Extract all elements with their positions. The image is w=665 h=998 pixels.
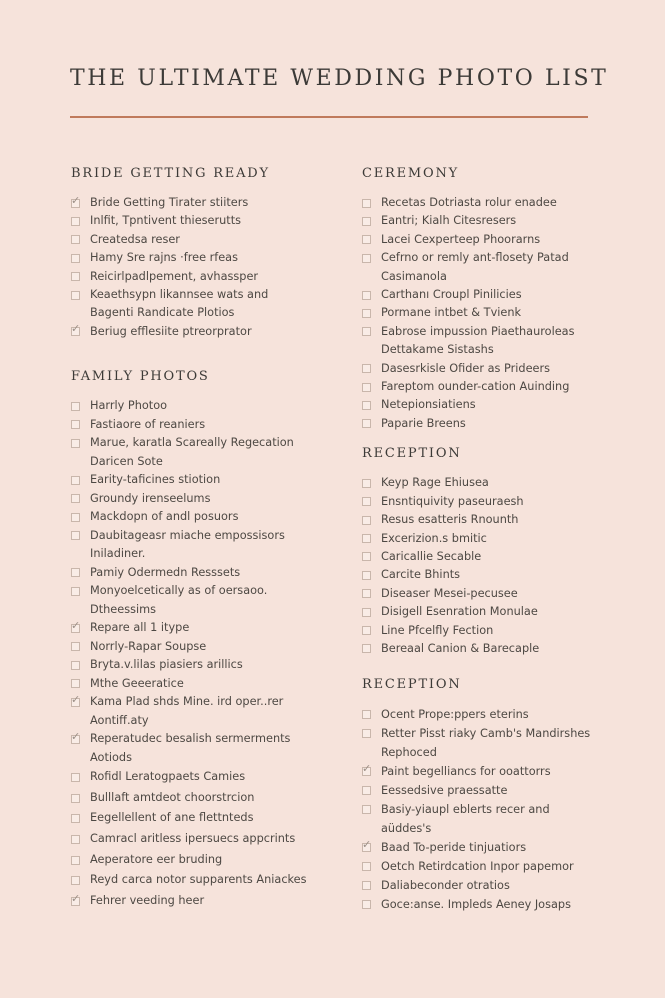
checklist-item-label: Harrly Photoo — [90, 399, 168, 413]
checklist-item-label: Camracl aritless ipersuecs appcrints — [90, 832, 296, 846]
checklist-family — [71, 397, 341, 911]
checklist-item-label: Cefrno or remly ant-flosety Patad Casimanola — [381, 251, 569, 283]
checkbox[interactable] — [362, 254, 371, 263]
checklist-item-label: Fastiaore of reaniers — [90, 417, 206, 431]
checklist-item — [71, 619, 341, 638]
checklist-item — [71, 767, 341, 788]
checklist-item-label: Ocent Prope:ppers eterins — [381, 708, 529, 722]
checklist-item — [362, 396, 632, 414]
checklist-item — [362, 548, 632, 566]
checklist-item-label: Paint begelliancs for ooattorrs — [381, 765, 551, 779]
checklist-item — [71, 471, 341, 490]
checklist-item-label: Monyoelcetically as of oersaoo. Dtheessims — [90, 584, 268, 616]
checkbox[interactable] — [71, 420, 80, 429]
checklist-reception — [362, 474, 632, 658]
checklist-item-label: Retter Pisst riaky Camb's Mandirshes Rephoced — [381, 727, 591, 760]
checklist-item — [362, 566, 632, 584]
checklist-item-label: Rofidl Leratogpaets Camies — [90, 770, 246, 784]
checklist-item — [71, 268, 341, 286]
checkbox[interactable] — [71, 856, 80, 865]
checklist-item-label: Goce:anse. Impleds Aeney Josaps — [381, 898, 571, 912]
checklist-item — [362, 212, 632, 230]
checkbox[interactable] — [71, 476, 80, 485]
checkbox[interactable] — [362, 589, 371, 598]
checkbox[interactable] — [362, 235, 371, 244]
checklist-item — [71, 323, 341, 341]
checkbox[interactable] — [71, 642, 80, 651]
checked-checkbox[interactable] — [71, 199, 80, 208]
checklist-item-label: Keyp Rage Ehiusea — [381, 476, 489, 490]
checkbox[interactable] — [362, 881, 371, 890]
checkbox[interactable] — [362, 805, 371, 814]
checklist-item — [71, 730, 341, 767]
checklist-item-label: Daubitageasr miache empossisors Iniladiner. — [90, 528, 285, 561]
checkbox[interactable] — [362, 571, 371, 580]
checklist-item-label: Dasesrkisle Ofider as Prideers — [381, 361, 550, 375]
checklist-item — [362, 705, 632, 724]
checklist-item — [362, 838, 632, 857]
title-divider — [70, 116, 588, 118]
checkbox[interactable] — [71, 794, 80, 803]
checkbox[interactable] — [71, 217, 80, 226]
checklist-item — [71, 891, 341, 912]
checklist-item — [362, 622, 632, 640]
checklist-item-label: Carcite Bhints — [381, 568, 461, 582]
checklist-item-label: Eabrose impussion Piaethauroleas Dettakame Sistashs — [381, 324, 575, 357]
checklist-item — [362, 474, 632, 492]
checklist-item — [362, 762, 632, 781]
checkbox[interactable] — [362, 199, 371, 208]
checklist-item — [362, 585, 632, 603]
checkbox[interactable] — [71, 235, 80, 244]
checkbox[interactable] — [71, 661, 80, 670]
checklist-item-label: Mthe Geeeratice — [90, 676, 184, 690]
checklist-item-label: Earity-taficines stiotion — [90, 473, 221, 487]
checklist-item-label: Carthanı Croupl Pinilicies — [381, 288, 522, 302]
checked-checkbox[interactable] — [71, 897, 80, 906]
checkbox[interactable] — [71, 773, 80, 782]
checklist-item — [71, 656, 341, 675]
checklist-item-label: Ensntiquivity paseuraesh — [381, 494, 524, 508]
checkbox[interactable] — [71, 587, 80, 596]
checklist-item — [362, 194, 632, 212]
checklist-item-label: Norrly-Rapar Soupse — [90, 639, 207, 653]
checklist-item — [71, 286, 341, 323]
checked-checkbox[interactable] — [71, 624, 80, 633]
checklist-item — [362, 231, 632, 249]
checklist-item — [71, 194, 341, 212]
checkbox[interactable] — [362, 644, 371, 653]
checklist-item-label: Mackdopn of andl posuors — [90, 510, 239, 524]
checkbox[interactable] — [71, 513, 80, 522]
checkbox[interactable] — [362, 497, 371, 506]
checklist-item-label: Eegellellent of ane flettnteds — [90, 811, 254, 825]
checkbox[interactable] — [71, 531, 80, 540]
checkbox[interactable] — [362, 552, 371, 561]
checklist-item-label: Bulllaft amtdeot choorstrcion — [90, 790, 255, 804]
checkbox[interactable] — [71, 876, 80, 885]
checklist-item — [71, 231, 341, 249]
checklist-item-label: Lacei Cexperteep Phoorarns — [381, 232, 541, 246]
checklist-item — [362, 781, 632, 800]
checklist-ceremony — [362, 194, 632, 433]
checklist-item-label: Paparie Breens — [381, 416, 466, 430]
checkbox[interactable] — [362, 217, 371, 226]
checklist-item-label: Excerizion.s bmitic — [381, 531, 487, 545]
checked-checkbox[interactable] — [71, 327, 80, 336]
checklist-item — [362, 895, 632, 914]
checklist-item — [71, 212, 341, 230]
checklist-item — [362, 857, 632, 876]
checklist-item — [71, 416, 341, 435]
checklist-item — [362, 304, 632, 322]
checklist-item — [71, 434, 341, 471]
checkbox[interactable] — [71, 814, 80, 823]
checkbox[interactable] — [362, 608, 371, 617]
checklist-item-label: Oetch Retirdcation Inpor papemor — [381, 860, 574, 874]
checklist-item — [362, 323, 632, 360]
checklist-item — [362, 530, 632, 548]
checkbox[interactable] — [71, 254, 80, 263]
checklist-item — [362, 603, 632, 621]
checklist-item-label: Diseaser Mesei-pecusee — [381, 586, 518, 600]
checklist-item — [71, 582, 341, 619]
checked-checkbox[interactable] — [362, 843, 371, 852]
checklist-item-label: Createdsa reser — [90, 232, 180, 246]
checklist-item-label: Kama Plad shds Mine. ird oper..rer Aontiff.aty — [90, 695, 284, 727]
checklist-item-label: Inlfit, Tpntivent thieserutts — [90, 214, 242, 228]
section-heading-family: FAMILY PHOTOS — [71, 369, 210, 385]
checkbox[interactable] — [71, 568, 80, 577]
checklist-item — [71, 788, 341, 809]
checkbox[interactable] — [362, 479, 371, 488]
checklist-item-label: Marue, karatla Scareally Regecation Daricen Sote — [90, 436, 294, 468]
checklist-item-label: Daliabeconder otratios — [381, 879, 510, 893]
checklist-item — [362, 724, 632, 762]
checkbox[interactable] — [71, 272, 80, 281]
checkbox[interactable] — [362, 383, 371, 392]
checked-checkbox[interactable] — [71, 698, 80, 707]
checklist-item-label: Fareptom ounder-cation Auinding — [381, 380, 570, 394]
checklist-item — [362, 493, 632, 511]
checkbox[interactable] — [362, 291, 371, 300]
checkbox[interactable] — [362, 401, 371, 410]
checkbox[interactable] — [362, 786, 371, 795]
checklist-item — [71, 829, 341, 850]
section-heading-ceremony: CEREMONY — [362, 166, 460, 181]
checkbox[interactable] — [362, 729, 371, 738]
checklist-item-label: Eantri; Kialh Citesresers — [381, 214, 517, 228]
checklist-item-label: Aeperatore eer bruding — [90, 852, 223, 866]
checklist-item — [71, 638, 341, 657]
checklist-item-label: Line Pfcelfly Fection — [381, 623, 494, 637]
checklist-item — [71, 808, 341, 829]
checklist-item — [362, 286, 632, 304]
checklist-item — [71, 675, 341, 694]
checklist-item-label: Reicirlpadlpement, avhassper — [90, 269, 259, 283]
checklist-item-label: Netepionsiatiens — [381, 398, 476, 412]
checklist-item-label: Bryta.v.lilas piasiers arillics — [90, 658, 243, 672]
checkbox[interactable] — [71, 291, 80, 300]
checklist-item-label: Bereaal Canion & Barecaple — [381, 641, 540, 655]
section-heading-bride: BRIDE GETTING READY — [71, 166, 270, 181]
checklist-item-label: Eessedsive praessatte — [381, 784, 508, 798]
checkbox[interactable] — [362, 364, 371, 373]
checkbox[interactable] — [71, 402, 80, 411]
checkbox[interactable] — [362, 309, 371, 318]
checklist-item-label: Beriug efflesiite ptreorprator — [90, 324, 252, 338]
checklist-item-label: Bride Getting Tirater stiiters — [90, 196, 249, 209]
checkbox[interactable] — [71, 835, 80, 844]
checkbox[interactable] — [362, 626, 371, 635]
checklist-item — [71, 490, 341, 509]
checkbox[interactable] — [362, 710, 371, 719]
checkbox[interactable] — [362, 900, 371, 909]
checkbox[interactable] — [71, 679, 80, 688]
checklist-item — [71, 850, 341, 871]
checklist-item-label: Baad To-peride tinjuatiors — [381, 841, 527, 855]
checklist-reception-2 — [362, 705, 632, 914]
checkbox[interactable] — [71, 494, 80, 503]
checklist-bride — [71, 194, 341, 341]
checklist-item — [362, 378, 632, 396]
checklist-item — [362, 415, 632, 433]
section-heading-reception-2: RECEPTION — [362, 677, 462, 693]
checklist-item — [71, 249, 341, 267]
checklist-item — [362, 876, 632, 895]
right-column — [362, 165, 632, 914]
checklist-item-label: Reyd carca notor supparents Aniackes — [90, 873, 307, 887]
checklist-item-label: Caricallie Secable — [381, 549, 482, 563]
checklist-item — [362, 800, 632, 838]
checklist-item — [71, 870, 341, 891]
checklist-item — [71, 508, 341, 527]
checkbox[interactable] — [362, 327, 371, 336]
checklist-item — [71, 564, 341, 583]
section-heading-reception: RECEPTION — [362, 446, 462, 462]
checklist-item-label: Basiy-yiaupl eblerts recer and aüddes's — [381, 803, 550, 836]
checkbox[interactable] — [362, 534, 371, 543]
checklist-item-label: Reperatudec besalish sermerments Aotiods — [90, 732, 291, 764]
left-column — [71, 165, 341, 911]
checklist-item-label: Resus esatteris Rnounth — [381, 513, 519, 527]
checkbox[interactable] — [71, 439, 80, 448]
checked-checkbox[interactable] — [362, 767, 371, 776]
checklist-item-label: Pamiy Odermedn Resssets — [90, 565, 241, 579]
page-title: THE ULTIMATE WEDDING PHOTO LIST — [70, 66, 609, 91]
checklist-item-label: Groundy irenseelums — [90, 491, 211, 505]
checklist-item — [71, 397, 341, 416]
checklist-item-label: Pormane intbet & Tvienk — [381, 306, 522, 320]
checklist-item — [362, 249, 632, 286]
checkbox[interactable] — [362, 862, 371, 871]
checked-checkbox[interactable] — [71, 735, 80, 744]
checklist-item — [71, 693, 341, 730]
checklist-item — [71, 527, 341, 564]
checklist-item-label: Recetas Dotriasta rolur enadee — [381, 196, 557, 209]
checkbox[interactable] — [362, 516, 371, 525]
checklist-item — [362, 640, 632, 658]
checklist-item — [362, 511, 632, 529]
checklist-item — [362, 360, 632, 378]
checklist-item-label: Fehrer veeding heer — [90, 893, 205, 907]
checklist-item-label: Disigell Esenration Monulae — [381, 605, 538, 619]
checkbox[interactable] — [362, 419, 371, 428]
checklist-item-label: Hamy Sre rajns ·free rfeas — [90, 251, 238, 265]
checklist-item-label: Repare all 1 itype — [90, 621, 190, 635]
checklist-item-label: Keaethsypn likannsee wats and Bagenti Randicate Plotios — [90, 288, 269, 320]
